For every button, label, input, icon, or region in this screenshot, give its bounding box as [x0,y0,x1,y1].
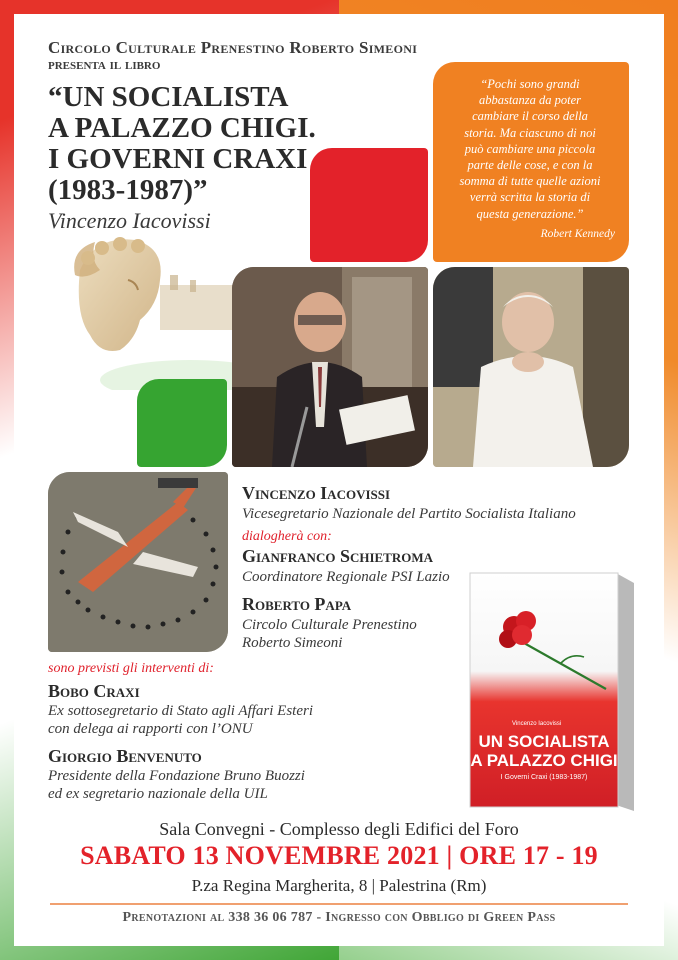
footer-booking [0,910,678,926]
photo-airplane-image [48,472,228,652]
speaker-3-role: Circolo Culturale Prenestino Roberto Simeoni [242,617,417,651]
book-title [48,82,348,206]
event-address: P.za Regina Margherita, 8 | Palestrina (Rm) [191,876,487,895]
presents-label: presenta il libro [48,57,161,73]
title-line: A PALAZZO CHIGI. [48,112,316,144]
title-line: (1983-1987)” [48,174,208,206]
speaker-main-name: Vincenzo Iacovissi [242,483,391,503]
book-cover [466,565,636,815]
cover-author: Vincenzo Iacovissi [512,721,562,727]
speaker-2-name: Gianfranco Schietroma [242,546,434,566]
title-line: I GOVERNI CRAXI [48,143,308,175]
book-author: Vincenzo Iacovissi [48,208,211,233]
speaker-4-name: Bobo Craxi [48,681,140,701]
photo-pope [433,267,629,467]
speaker-3-name: Roberto Papa [242,594,352,614]
speaker-5-name: Giorgio Benvenuto [48,746,202,766]
event-date: SABATO 13 NOVEMBRE 2021 | ORE 17 - 19 [80,841,598,870]
title-line: “UN SOCIALISTA [48,81,289,113]
photo-craxi-image [232,267,428,467]
red-tile [310,148,428,262]
footer-pre: Prenotazioni al [122,910,225,925]
footer-post: - Ingresso con Obbligo di Green Pass [316,910,556,925]
event-venue: Sala Convegni - Complesso degli Edifici del Foro [159,819,519,839]
footer-divider [50,903,628,905]
statue-illustration [40,230,240,390]
speaker-5-role: Presidente della Fondazione Bruno Buozzi ed ex segretario nazionale della UIL [48,768,305,802]
photo-pope-image [433,267,629,467]
cover-subtitle: I Governi Craxi (1983-1987) [500,774,588,781]
speaker-2-role: Coordinatore Regionale PSI Lazio [242,569,450,585]
photo-craxi-speaking [232,267,428,467]
green-tile [137,379,227,467]
cover-title-1: UN SOCIALISTA [478,732,610,751]
quote-text: “Pochi sono grandi abbastanza da poter cambiare il corso della storia. Ma ciascuno di noi può cambiare una piccola parte delle cose, e con la somma di tutte quelle azioni verrà scritta la storia di questa generazione.” [459,77,601,221]
speaker-4-role: Ex sottosegretario di Stato agli Affari Esteri con delega ai rapporti con l’ONU [48,703,313,737]
interventions-label: sono previsti gli interventi di: [48,661,214,676]
organizer-name: Circolo Culturale Prenestino Roberto Simeoni [48,38,418,57]
quote-author: Robert Kennedy [540,227,615,240]
speaker-main-role: Vicesegretario Nazionale del Partito Socialista Italiano [242,506,576,522]
quote-box [433,62,629,262]
footer-phone[interactable]: 338 36 06 787 [228,910,313,925]
cover-title-2: A PALAZZO CHIGI [470,751,618,770]
dialogue-label: dialogherà con: [242,529,332,544]
photo-airplane [48,472,228,652]
